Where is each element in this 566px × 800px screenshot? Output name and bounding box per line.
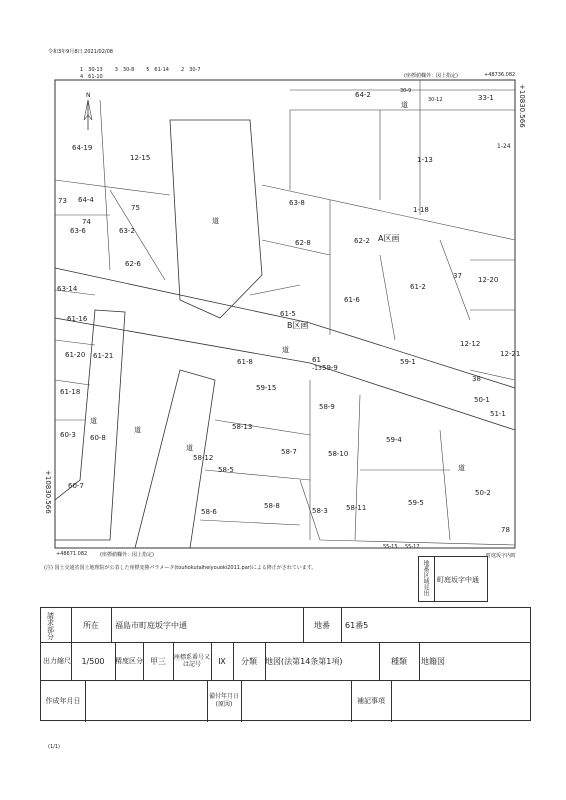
label-bitsuke: 備付年月日(原図): [208, 693, 239, 708]
svg-text:12-20: 12-20: [478, 276, 499, 284]
svg-text:59-4: 59-4: [386, 436, 402, 444]
coord-top-right: +48736.082: [484, 72, 516, 78]
svg-text:75: 75: [131, 204, 140, 212]
svg-text:63-8: 63-8: [289, 199, 305, 207]
legend: [80, 66, 230, 80]
svg-text:-13: -13: [312, 365, 322, 372]
parcel-label: 64-2: [355, 91, 371, 99]
svg-text:61-6: 61-6: [344, 296, 360, 304]
svg-text:73: 73: [58, 197, 67, 205]
shurui-value: 地籍図: [421, 656, 445, 666]
svg-text:61-18: 61-18: [60, 388, 81, 396]
coord-note-top: (座標値欄外：図上指定): [404, 73, 458, 79]
label-shozai: 所在: [83, 620, 99, 630]
legend-item: 3 30-8: [114, 67, 135, 73]
svg-text:A区画: A区画: [378, 234, 400, 243]
area-stamp: [418, 556, 488, 602]
svg-text:62-8: 62-8: [295, 239, 311, 247]
legend-item: 2 30-7: [180, 67, 201, 73]
chiban-value: 61番5: [345, 620, 369, 630]
svg-text:51-1: 51-1: [490, 410, 506, 418]
svg-text:30-12: 30-12: [428, 97, 443, 103]
svg-text:道: 道: [282, 346, 289, 354]
svg-text:58-10: 58-10: [328, 450, 349, 458]
page-number: (1/1): [48, 744, 60, 750]
svg-text:1-24: 1-24: [497, 143, 511, 150]
svg-text:37: 37: [453, 272, 462, 280]
svg-text:30-9: 30-9: [400, 88, 412, 94]
bunrui-value: 地図(法第14条第1項): [265, 656, 343, 666]
label-seido: 精度区分: [115, 657, 143, 665]
svg-text:道: 道: [458, 464, 465, 472]
label-zahyo: 座標系番号又は記号: [173, 654, 210, 668]
svg-text:61-8: 61-8: [237, 358, 253, 366]
svg-text:61-20: 61-20: [65, 351, 86, 359]
issue-date: 令和3年9月8日 2021/02/08: [48, 49, 113, 55]
svg-text:58-3: 58-3: [312, 507, 328, 515]
svg-text:道: 道: [134, 426, 141, 434]
svg-text:B区画: B区画: [287, 321, 309, 330]
svg-text:33-1: 33-1: [478, 94, 494, 102]
north-label: N: [86, 92, 91, 99]
svg-text:62-2: 62-2: [354, 237, 370, 245]
label-sakusei: 作成年月日: [45, 697, 81, 705]
label-seikyu: 請求部分: [46, 612, 55, 640]
svg-text:58-13: 58-13: [232, 423, 253, 431]
svg-text:58-7: 58-7: [281, 448, 297, 456]
precision-value: 甲三: [150, 656, 166, 666]
svg-text:59-5: 59-5: [408, 499, 424, 507]
svg-text:59-9: 59-9: [322, 364, 338, 372]
svg-text:12-12: 12-12: [460, 340, 481, 348]
footnote: (注) 国土交通省国土地理院が公表した座標変換パラメータ(touhokutaiheiyouoki2011.par)による修正がされています。: [44, 565, 317, 571]
map-right-note: 町庭坂字内町: [486, 553, 517, 559]
svg-text:道: 道: [90, 417, 97, 425]
label-bunrui: 分類: [241, 656, 257, 666]
svg-text:道: 道: [186, 444, 193, 452]
legend-item: 5 61-14: [146, 67, 169, 73]
coord-bottom-left: +48671.082: [56, 551, 88, 557]
svg-text:78: 78: [501, 526, 510, 534]
svg-text:12-21: 12-21: [500, 350, 521, 358]
coord-note-bottom: (座標値欄外：図上指定): [100, 552, 154, 558]
info-table: [40, 607, 531, 721]
coord-left: +10830.566: [44, 470, 52, 514]
svg-text:1-18: 1-18: [413, 206, 429, 214]
svg-text:58-8: 58-8: [264, 502, 280, 510]
svg-text:61-16: 61-16: [67, 315, 88, 323]
svg-text:38: 38: [472, 375, 481, 383]
svg-text:63-2: 63-2: [119, 227, 135, 235]
svg-text:58-9: 58-9: [319, 403, 335, 411]
scale-value: 1/500: [81, 656, 105, 666]
legend-item: 1 30-13: [80, 67, 103, 73]
svg-text:63-6: 63-6: [70, 227, 86, 235]
svg-text:61-21: 61-21: [93, 352, 114, 360]
svg-text:58-6: 58-6: [201, 508, 217, 516]
svg-text:12-15: 12-15: [130, 154, 151, 162]
svg-text:63-14: 63-14: [57, 285, 78, 293]
svg-text:58-12: 58-12: [193, 454, 214, 462]
svg-text:60-3: 60-3: [60, 431, 76, 439]
svg-text:61: 61: [312, 356, 321, 364]
zahyo-value: Ⅸ: [218, 656, 226, 666]
shozai-value: 福島市町庭坂字中通: [115, 620, 187, 630]
label-shukushaku: 出力縮尺: [43, 657, 71, 665]
coord-right: +10830.566: [518, 84, 526, 128]
legend-item: 4 61-10: [80, 74, 103, 80]
svg-text:50-1: 50-1: [474, 396, 490, 404]
svg-text:59-15: 59-15: [256, 384, 277, 392]
svg-text:62-6: 62-6: [125, 260, 141, 268]
stamp-value: 町庭坂字中通: [437, 576, 479, 584]
svg-text:59-1: 59-1: [400, 358, 416, 366]
svg-text:60-8: 60-8: [90, 434, 106, 442]
svg-text:61-2: 61-2: [410, 283, 426, 291]
svg-text:64-4: 64-4: [78, 196, 94, 204]
north-arrow-icon: [84, 100, 92, 130]
label-chiban: 地番: [314, 620, 330, 630]
svg-text:61-5: 61-5: [280, 310, 296, 318]
svg-text:1-13: 1-13: [417, 156, 433, 164]
svg-text:道: 道: [212, 217, 219, 225]
svg-text:60-7: 60-7: [68, 482, 84, 490]
label-shurui: 種類: [391, 656, 407, 666]
svg-text:道: 道: [401, 101, 408, 109]
svg-text:50-2: 50-2: [475, 489, 491, 497]
label-hoki: 補記事項: [357, 697, 385, 705]
svg-text:58-11: 58-11: [346, 504, 367, 512]
svg-text:55-17: 55-17: [405, 544, 420, 550]
svg-text:55-15: 55-15: [383, 544, 398, 550]
stamp-label: 地番区域見出: [422, 560, 429, 596]
svg-text:64-19: 64-19: [72, 144, 93, 152]
svg-text:74: 74: [82, 218, 91, 226]
svg-text:58-5: 58-5: [218, 466, 234, 474]
